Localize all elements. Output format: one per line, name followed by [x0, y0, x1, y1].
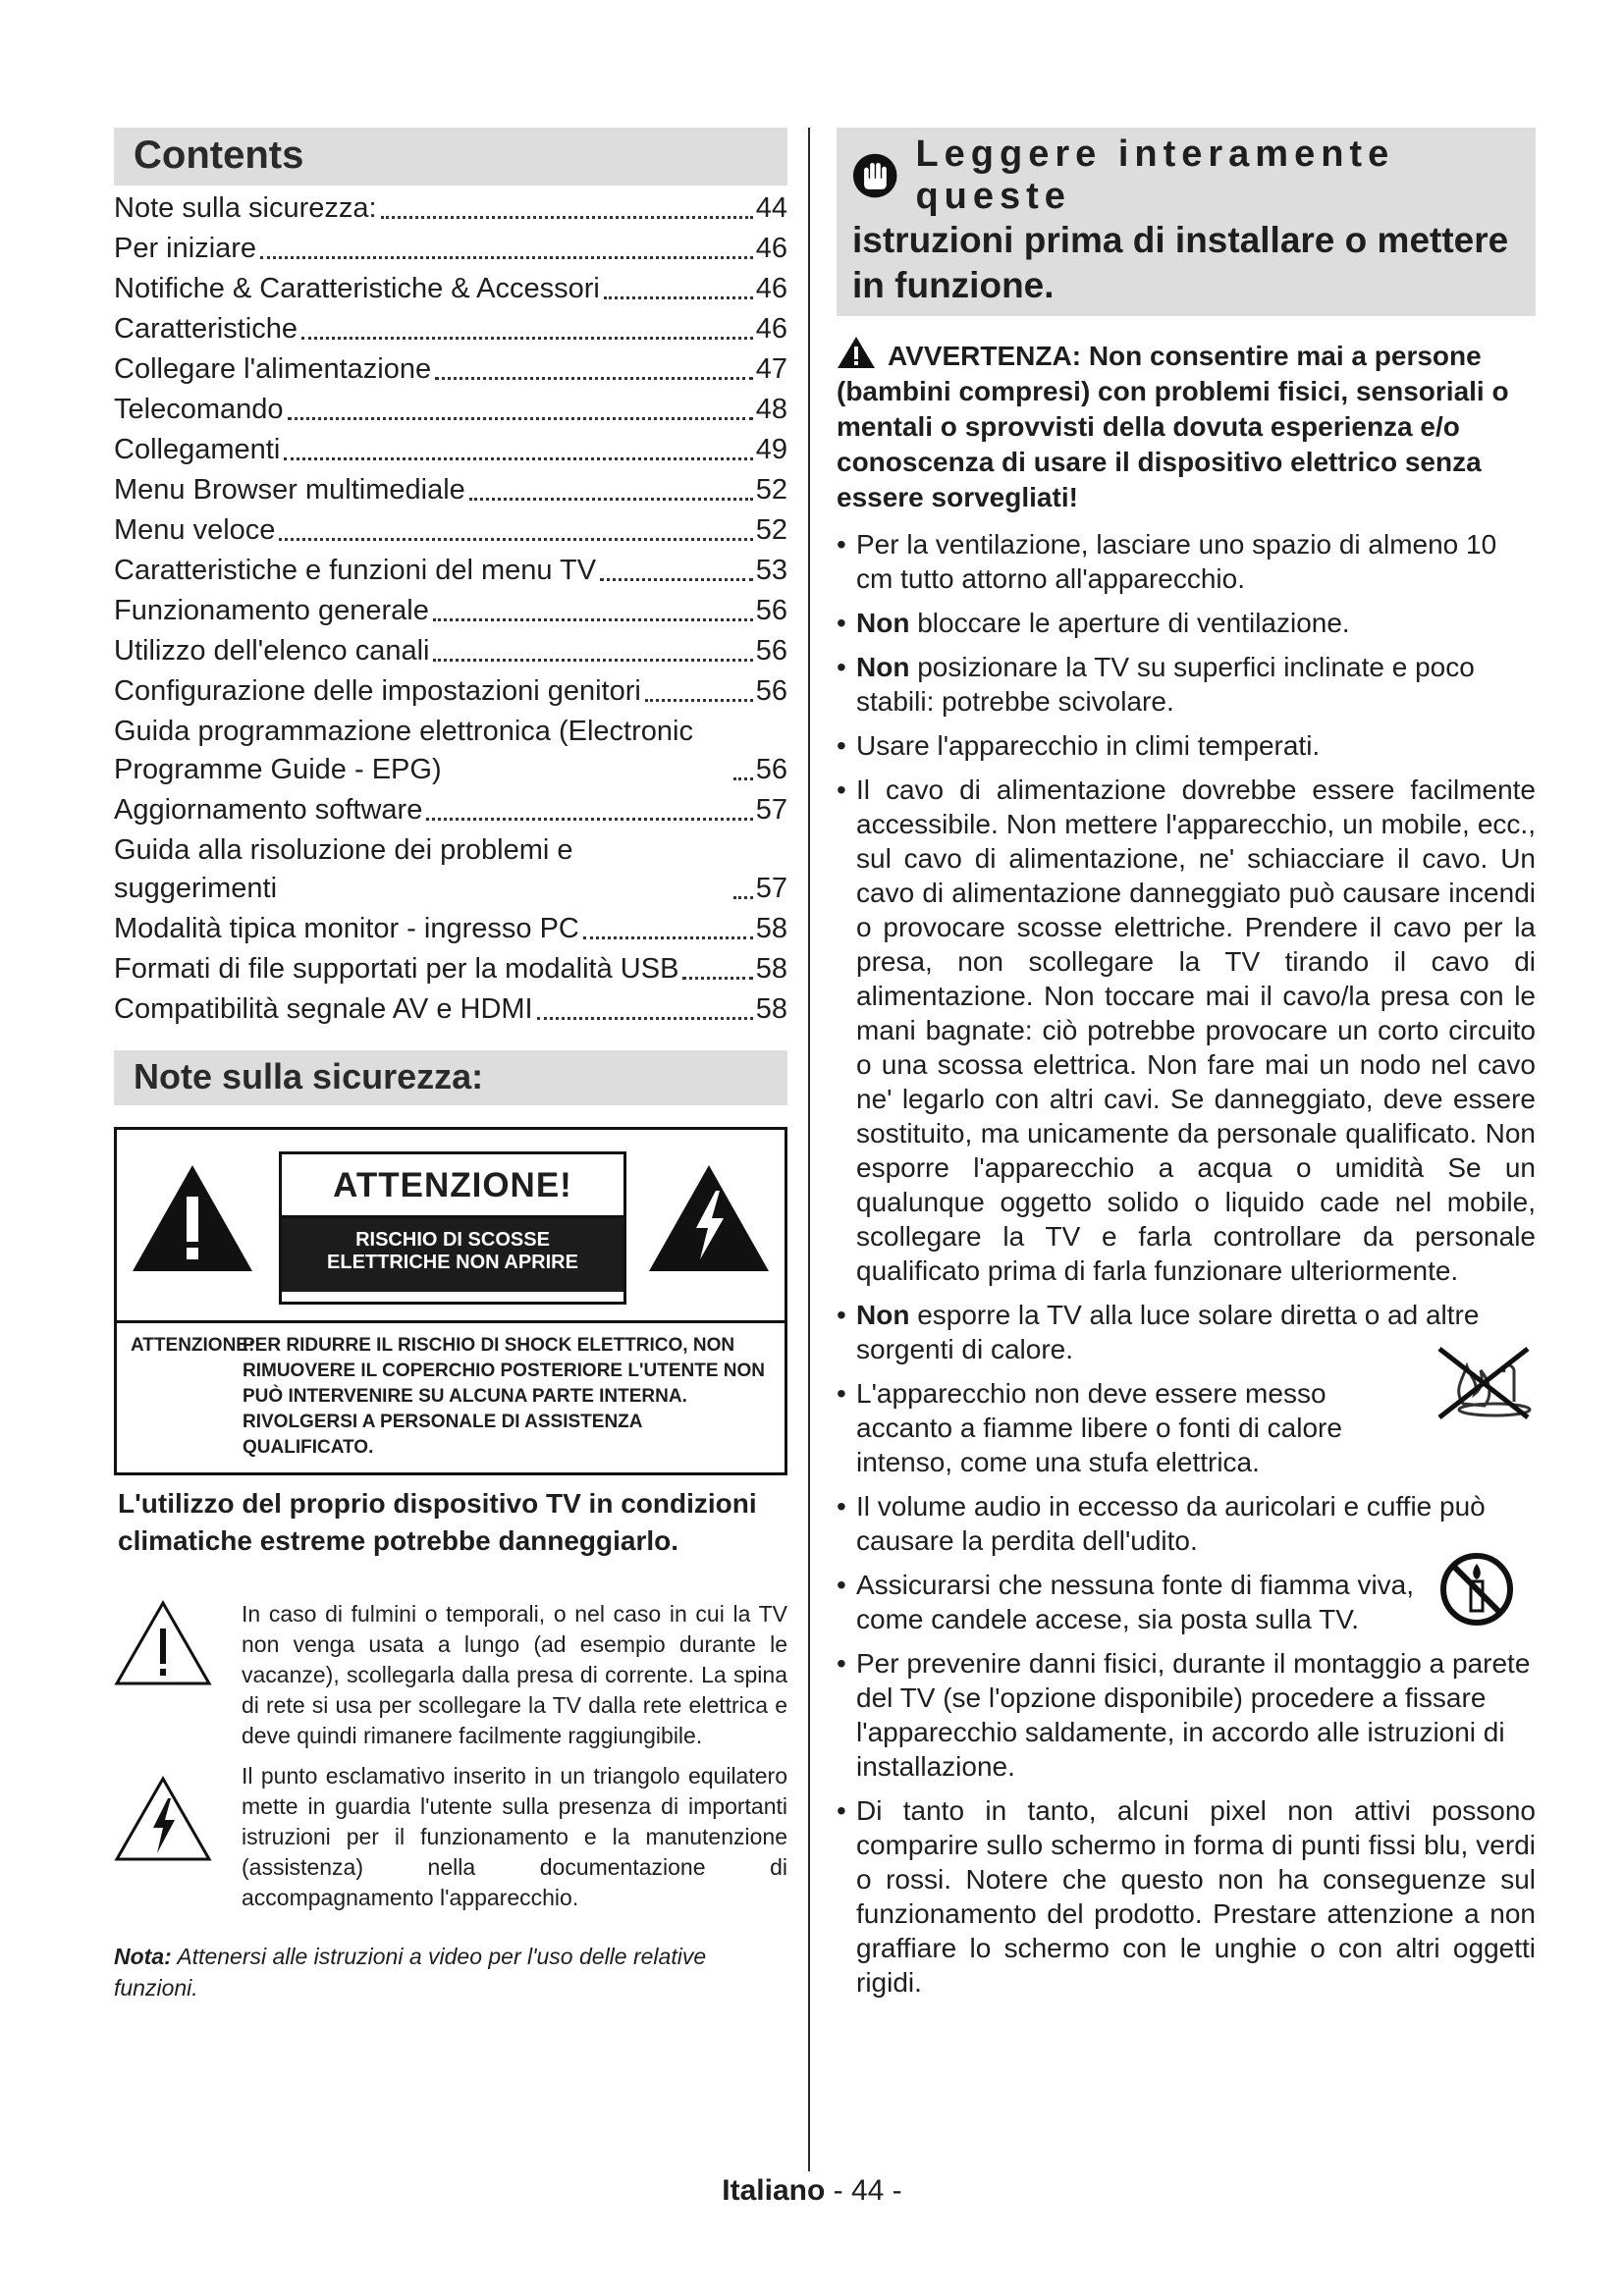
toc-item[interactable]	[114, 310, 787, 348]
bullet-text: esporre la TV alla luce solare diretta o ad altre sorgenti di calore.	[856, 1300, 1480, 1364]
column-divider	[808, 128, 810, 2171]
toc-page: 49	[755, 434, 787, 465]
bullet-text: Il cavo di alimentazione dovrebbe essere facilmente accessibile. Non mettere l'apparecchio, un mobile, ecc., sul cavo di alimentazione, ne' schiacciare il cavo. Un cavo di alimentazione danneggiato può causare incendi o provocare scosse elettriche. Prendere il cavo per la presa, non scollegare la TV tirando il cavo di alimentazione. Non toccare mai il cavo/la presa con le mani bagnate: ciò potrebbe provocare un corto circuito o una scossa elettrica. Non fare mai un nodo nel cavo ne' legarlo con altri cavi. Se danneggiato, deve essere sostituito, ma unicamente da personale qualificato. Non esporre l'apparecchio a acqua o umidità Se un qualunque oggetto solido o liquido cade nel mobile, scollegare la TV e farla controllare da personale qualificato prima di farla funzionare ulteriormente.	[856, 774, 1536, 1286]
toc-item[interactable]	[114, 791, 787, 829]
toc-item[interactable]	[114, 230, 787, 268]
nota-label: Nota:	[114, 1944, 172, 1969]
bullet-item	[837, 728, 1536, 763]
instructions-subtitle: istruzioni prima di installare o mettere in funzione.	[852, 220, 1509, 305]
no-candle-icon	[1437, 1550, 1516, 1629]
toc-label: Menu veloce	[114, 514, 276, 546]
bullet-item	[837, 650, 1536, 719]
toc-item[interactable]	[114, 511, 787, 550]
toc-page: 58	[755, 953, 787, 985]
bullet-text: Per la ventilazione, lasciare uno spazio di almeno 10 cm tutto attorno all'apparecchio.	[856, 529, 1497, 594]
toc-item[interactable]	[114, 831, 787, 908]
stop-hand-icon	[852, 151, 897, 200]
attention-subtitle	[282, 1218, 623, 1292]
bullet-item	[837, 1646, 1536, 1784]
toc-label: Menu Browser multimediale	[114, 474, 465, 506]
bullet-item	[837, 527, 1536, 596]
toc-page: 56	[755, 635, 787, 667]
toc-item[interactable]	[114, 431, 787, 469]
toc-item[interactable]	[114, 391, 787, 429]
toc-item[interactable]	[114, 552, 787, 590]
no-fire-heat-icon	[1434, 1343, 1536, 1421]
contents-heading	[114, 128, 787, 186]
toc-item[interactable]	[114, 950, 787, 988]
lightning-triangle-icon	[647, 1163, 771, 1273]
toc-label: Telecomando	[114, 394, 284, 425]
toc-label: Compatibilità segnale AV e HDMI	[114, 993, 533, 1025]
toc-page: 47	[755, 353, 787, 385]
attention-panel	[279, 1151, 626, 1305]
toc-label: Utilizzo dell'elenco canali	[114, 635, 430, 667]
warning-lead: ATTENZIONE:	[131, 1335, 255, 1356]
toc-page: 58	[755, 993, 787, 1025]
attention-subtitle-line: RISCHIO DI SCOSSE	[355, 1229, 550, 1251]
contents-title: Contents	[134, 133, 304, 177]
toc-page: 52	[755, 474, 787, 506]
toc-page: 46	[755, 273, 787, 304]
toc-item[interactable]	[114, 189, 787, 228]
safety-title: Note sulla sicurezza:	[134, 1056, 484, 1096]
toc-label: Note sulla sicurezza:	[114, 192, 377, 224]
left-column	[114, 128, 787, 2003]
safety-heading	[114, 1050, 787, 1105]
toc-label: Modalità tipica monitor - ingresso PC	[114, 913, 579, 944]
warning-label	[114, 1127, 787, 1475]
toc-label: Per iniziare	[114, 233, 257, 264]
bullet-item	[837, 1298, 1536, 1366]
right-column	[837, 128, 1536, 2009]
toc-item[interactable]	[114, 270, 787, 308]
bullet-text: Di tanto in tanto, alcuni pixel non attivi possono comparire sullo schermo in forma di punti fissi blu, verdi o rossi. Notere che questo non ha conseguenze sul funzionamento del prodotto. Prestare attenzione a non graffiare lo schermo con le unghie o con altri oggetti rigidi.	[856, 1795, 1536, 1998]
table-of-contents	[114, 189, 787, 1029]
lightning-note-text: In caso di fulmini o temporali, o nel caso in cui la TV non venga usata a lungo (ad esempio durante le vacanze), scollegarla dalla presa di corrente. La spina di rete si usa per scollegare la TV dalla rete elettrica e deve quindi rimanere facilmente raggiungibile.	[242, 1601, 787, 1748]
bullet-item	[837, 1568, 1536, 1636]
toc-item[interactable]	[114, 672, 787, 711]
bullet-item	[837, 773, 1536, 1288]
attention-subtitle-line: ELETTRICHE NON APRIRE	[327, 1252, 578, 1273]
bullet-bold: Non	[856, 652, 910, 682]
exclamation-note-text: Il punto esclamativo inserito in un triangolo equilatero mette in guardia l'utente sulla presenza di importanti istruzioni per il funzionamento e la manutenzione (assistenza) nella documentazione di accompagnamento l'apparecchio.	[242, 1763, 787, 1910]
bullet-bold: Non	[856, 608, 910, 638]
bullet-text: Assicurarsi che nessuna fonte di fiamma viva, come candele accese, sia posta sulla TV.	[856, 1570, 1415, 1634]
lightning-outline-icon	[114, 1775, 212, 1863]
instructions-title: Leggere interamente queste	[915, 133, 1395, 217]
bullet-text: Il volume audio in eccesso da auricolari e cuffie può causare la perdita dell'udito.	[856, 1491, 1486, 1556]
toc-label: Guida alla risoluzione dei problemi e suggerimenti	[114, 834, 573, 904]
lightning-note	[114, 1599, 787, 1751]
warning-icon	[837, 336, 876, 369]
bullet-item	[837, 1489, 1536, 1558]
toc-label: Aggiornamento software	[114, 794, 423, 826]
toc-label: Collegamenti	[114, 434, 281, 465]
avvertenza-text: AVVERTENZA: Non consentire mai a persone (bambini compresi) con problemi fisici, sensoriali o mentali o sprovvisti della dovuta esperienza e/o conoscenza di usare il dispositivo elettrico senza essere sorvegliati!	[837, 341, 1509, 512]
toc-page: 44	[755, 192, 787, 224]
toc-label: Formati di file supportati per la modalità USB	[114, 953, 679, 985]
footer-page-number: - 44 -	[833, 2174, 902, 2207]
toc-item[interactable]	[114, 592, 787, 630]
bullet-text: Per prevenire danni fisici, durante il montaggio a parete del TV (se l'opzione disponibile) procedere a fissare l'apparecchio saldamente, in accordo alle istruzioni di installazione.	[856, 1648, 1531, 1782]
toc-item[interactable]	[114, 350, 787, 389]
nota-text: Attenersi alle istruzioni a video per l'uso delle relative funzioni.	[114, 1944, 707, 2001]
bullet-bold: Non	[856, 1300, 910, 1330]
bullet-text: L'apparecchio non deve essere messo accanto a fiamme libere o fonti di calore intenso, come una stufa elettrica.	[856, 1378, 1342, 1477]
bullet-item	[837, 1376, 1536, 1479]
toc-item[interactable]	[114, 632, 787, 670]
toc-page: 57	[755, 794, 787, 826]
toc-label: Funzionamento generale	[114, 595, 429, 626]
warning-body: PER RIDURRE IL RISCHIO DI SHOCK ELETTRICO, NON RIMUOVERE IL COPERCHIO POSTERIORE L'UTENTE NON PUÒ INTERVENIRE SU ALCUNA PARTE INTERNA. RIVOLGERSI A PERSONALE DI ASSISTENZA QUALIFICATO.	[243, 1335, 765, 1458]
exclamation-outline-icon	[114, 1599, 212, 1687]
warning-text	[117, 1323, 785, 1472]
toc-page: 53	[755, 555, 787, 586]
toc-page: 57	[755, 873, 787, 904]
attention-title: ATTENZIONE!	[282, 1154, 623, 1218]
bullet-text: bloccare le aperture di ventilazione.	[909, 608, 1350, 638]
toc-page: 46	[755, 313, 787, 345]
toc-item[interactable]	[114, 990, 787, 1029]
footer-language: Italiano	[722, 2174, 826, 2207]
toc-label: Collegare l'alimentazione	[114, 353, 432, 385]
toc-label: Caratteristiche	[114, 313, 298, 345]
safety-bullets	[837, 527, 1536, 2000]
instructions-heading	[837, 128, 1536, 316]
bullet-text: Usare l'apparecchio in climi temperati.	[856, 730, 1321, 761]
bullet-text: posizionare la TV su superfici inclinate e poco stabili: potrebbe scivolare.	[856, 652, 1475, 717]
avvertenza	[837, 336, 1536, 515]
toc-label: Caratteristiche e funzioni del menu TV	[114, 555, 597, 586]
bullet-item	[837, 606, 1536, 640]
toc-item[interactable]	[114, 910, 787, 948]
toc-page: 56	[755, 675, 787, 707]
exclamation-triangle-icon	[131, 1163, 254, 1273]
toc-label: Notifiche & Caratteristiche & Accessori	[114, 273, 600, 304]
toc-page: 58	[755, 913, 787, 944]
exclamation-note	[114, 1761, 787, 1913]
toc-page: 46	[755, 233, 787, 264]
bullet-item	[837, 1793, 1536, 2000]
toc-page: 56	[755, 754, 787, 785]
toc-page: 48	[755, 394, 787, 425]
toc-page: 56	[755, 595, 787, 626]
toc-label: Guida programmazione elettronica (Electronic Programme Guide - EPG)	[114, 716, 693, 785]
climate-note: L'utilizzo del proprio dispositivo TV in condizioni climatiche estreme potrebbe danneggiarlo.	[118, 1488, 757, 1556]
toc-label: Configurazione delle impostazioni genitori	[114, 675, 641, 707]
toc-item[interactable]	[114, 713, 787, 789]
toc-item[interactable]	[114, 471, 787, 509]
nota	[114, 1941, 787, 2003]
toc-page: 52	[755, 514, 787, 546]
page-footer	[0, 2174, 1624, 2208]
